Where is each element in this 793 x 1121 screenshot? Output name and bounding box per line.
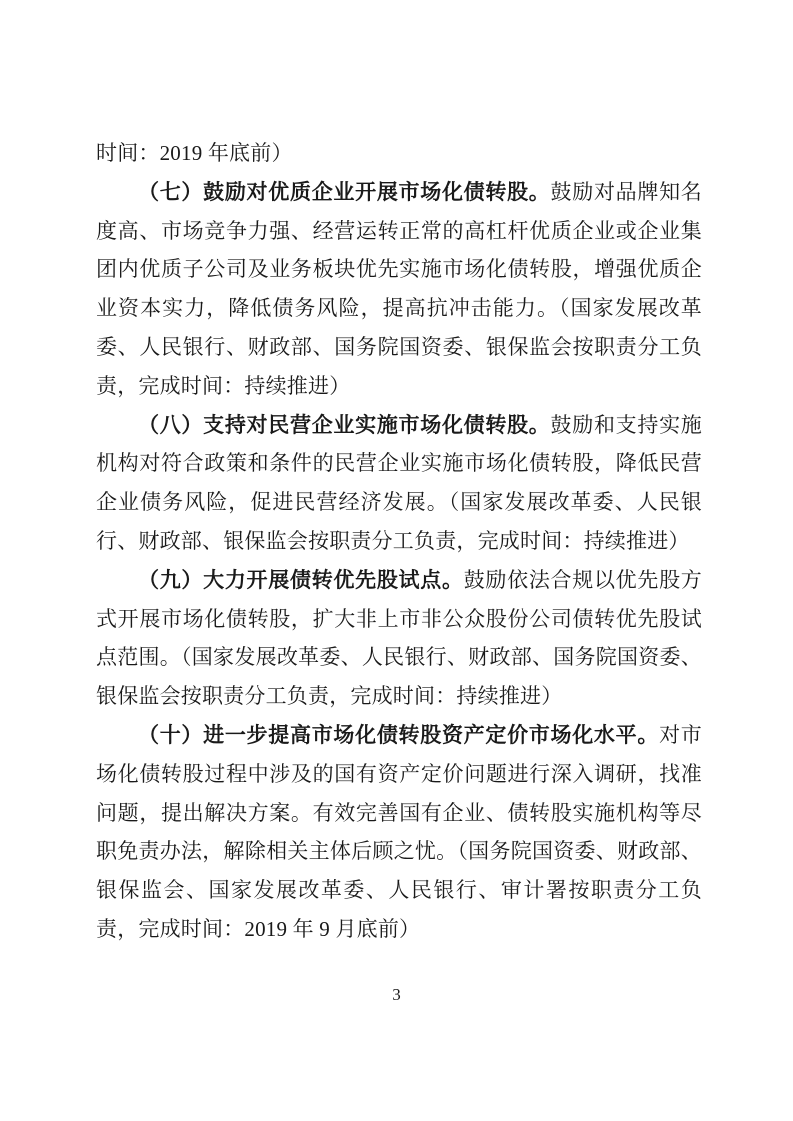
paragraph-item-8 [96,406,702,561]
paragraph-9-body: 鼓励依法合规以优先股方式开展市场化债转股，扩大非上市非公众股份公司债转优先股试点范围。（国家发展改革委、人民银行、财政部、国务院国资委、银保监会按职责分工负责，完成时间：持续推进） [96,567,703,709]
paragraph-8-lead: （八）支持对民营企业实施市场化债转股。 [138,412,551,437]
paragraph-8-body: 鼓励和支持实施机构对符合政策和条件的民营企业实施市场化债转股，降低民营企业债务风险，促进民营经济发展。（国家发展改革委、人民银行、财政部、银保监会按职责分工负责，完成时间：持续推进） [96,412,702,553]
paragraph-9-lead: （九）大力开展债转优先股试点。 [138,567,464,592]
paragraph-7-lead: （七）鼓励对优质企业开展市场化债转股。 [138,179,551,204]
paragraph-7-body: 鼓励对品牌知名度高、市场竞争力强、经营运转正常的高杠杆优质企业或企业集团内优质子公司及业务板块优先实施市场化债转股，增强优质企业资本实力，降低债务风险，提高抗冲击能力。（国家发展改革委、人民银行、财政部、国务院国资委、银保监会按职责分工负责，完成时间：持续推进） [96,179,702,398]
page-number: 3 [392,985,401,1004]
paragraph-continuation: 时间：2019 年底前） [96,141,293,165]
paragraph-10-body: 对市场化债转股过程中涉及的国有资产定价问题进行深入调研，找准问题，提出解决方案。有效完善国有企业、债转股实施机构等尽职免责办法，解除相关主体后顾之忧。（国务院国资委、财政部、银保监会、国家发展改革委、人民银行、审计署按职责分工负责，完成时间：2019 年 9 月底前） [96,722,702,941]
paragraph-item-10 [96,716,702,949]
paragraph-10-lead: （十）进一步提高市场化债转股资产定价市场化水平。 [138,722,660,747]
paragraph-item-7 [96,173,702,406]
paragraph-item-9 [96,561,702,716]
document-body [96,134,702,949]
